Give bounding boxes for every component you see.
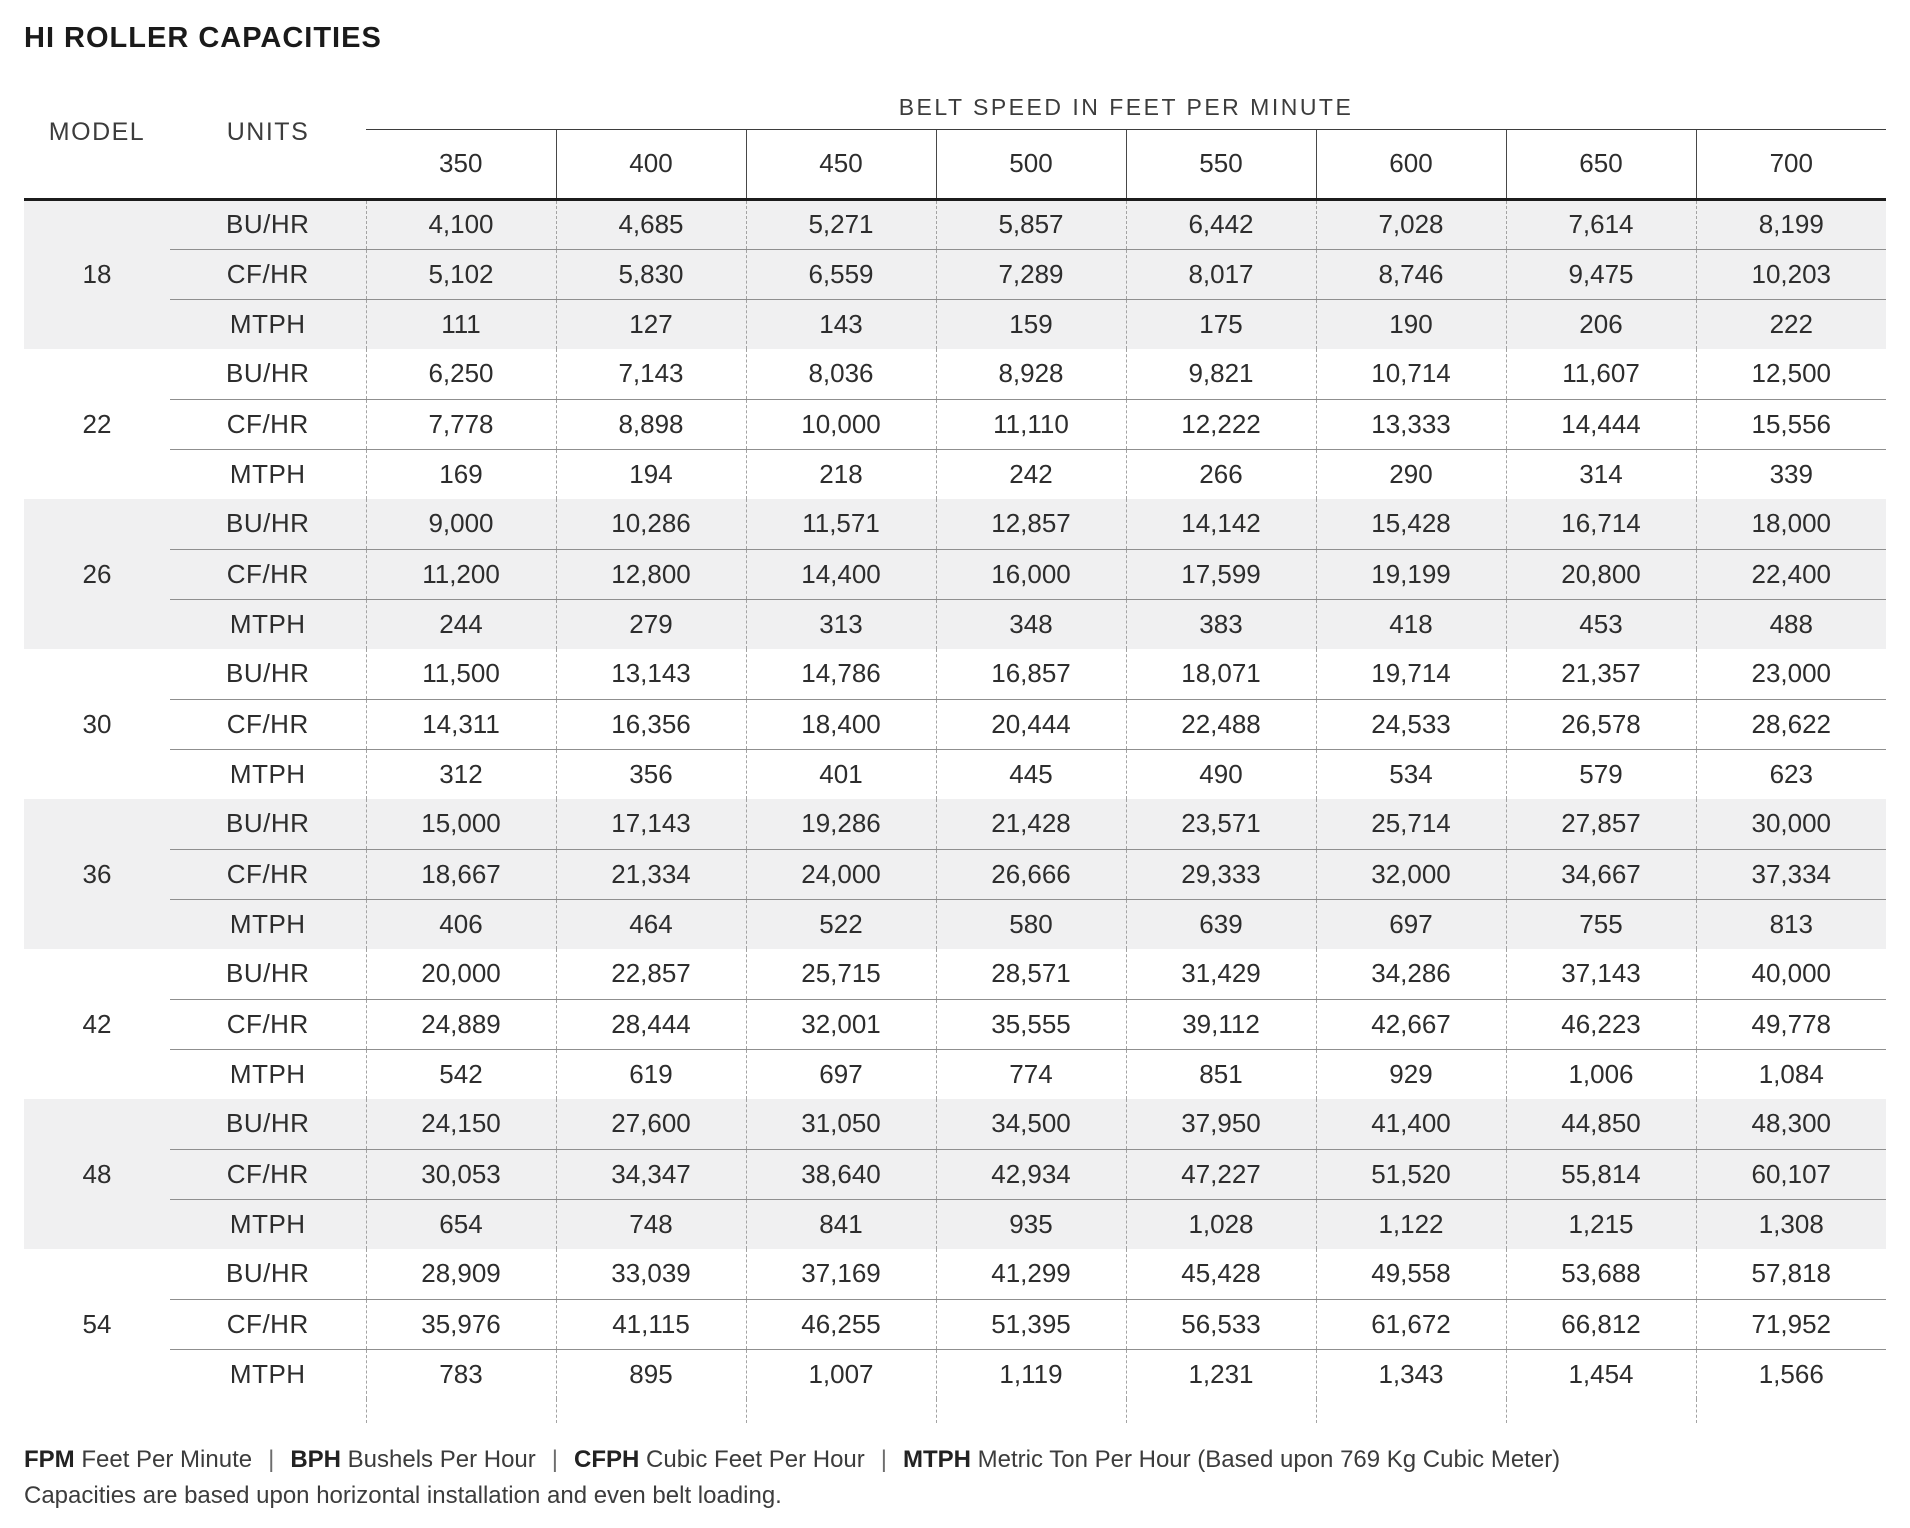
capacity-value-cell: 14,311 [366, 699, 556, 749]
capacity-value-cell: 12,800 [556, 549, 746, 599]
capacity-value-cell: 143 [746, 299, 936, 349]
capacity-value-cell: 10,000 [746, 399, 936, 449]
capacity-table-body [24, 199, 1886, 1423]
capacity-value-cell: 47,227 [1126, 1149, 1316, 1199]
capacity-value-cell: 813 [1696, 899, 1886, 949]
capacity-value-cell: 34,667 [1506, 849, 1696, 899]
capacity-value-cell: 8,898 [556, 399, 746, 449]
capacity-value-cell: 46,223 [1506, 999, 1696, 1049]
capacity-value-cell: 24,533 [1316, 699, 1506, 749]
speed-column-header: 400 [556, 129, 746, 199]
capacity-value-cell: 851 [1126, 1049, 1316, 1099]
capacity-value-cell: 40,000 [1696, 949, 1886, 999]
capacity-value-cell: 5,102 [366, 249, 556, 299]
capacity-value-cell: 7,289 [936, 249, 1126, 299]
model-cell: 48 [82, 1158, 112, 1189]
legend-label: Metric Ton Per Hour (Based upon 769 Kg Cubic Meter) [971, 1446, 1561, 1473]
unit-label-cell: MTPH [170, 299, 366, 349]
capacity-value-cell: 33,039 [556, 1249, 746, 1299]
capacity-value-cell: 10,203 [1696, 249, 1886, 299]
capacity-value-cell: 27,857 [1506, 799, 1696, 849]
legend-separator: | [551, 1446, 558, 1473]
capacity-value-cell: 20,800 [1506, 549, 1696, 599]
capacity-value-cell: 19,199 [1316, 549, 1506, 599]
capacity-value-cell: 783 [366, 1349, 556, 1399]
unit-label-cell: BU/HR [226, 958, 310, 989]
capacity-value-cell: 9,475 [1506, 249, 1696, 299]
capacity-row [24, 499, 1886, 549]
capacity-value-cell: 6,250 [366, 349, 556, 399]
capacity-value-cell: 406 [366, 899, 556, 949]
capacity-value-cell: 18,400 [746, 699, 936, 749]
speed-column-header: 550 [1126, 129, 1316, 199]
capacity-value-cell: 8,017 [1126, 249, 1316, 299]
header-top-row [24, 67, 1886, 129]
capacity-value-cell: 12,500 [1696, 349, 1886, 399]
capacity-value-cell: 356 [556, 749, 746, 799]
capacity-value-cell: 9,821 [1126, 349, 1316, 399]
capacity-value-cell: 18,667 [366, 849, 556, 899]
unit-label-cell: BU/HR [226, 1108, 310, 1139]
capacity-value-cell: 34,500 [936, 1099, 1126, 1149]
capacity-value-cell: 28,909 [366, 1249, 556, 1299]
capacity-value-cell: 41,299 [936, 1249, 1126, 1299]
capacity-value-cell: 6,442 [1126, 199, 1316, 249]
capacity-value-cell: 60,107 [1696, 1149, 1886, 1199]
capacity-value-cell: 46,255 [746, 1299, 936, 1349]
unit-label-cell: CF/HR [170, 399, 366, 449]
dash-runoff-row [24, 1399, 1886, 1423]
capacity-value-cell: 401 [746, 749, 936, 799]
capacity-value-cell: 12,222 [1126, 399, 1316, 449]
capacity-row [24, 299, 1886, 349]
unit-label-cell: MTPH [170, 1199, 366, 1249]
capacity-value-cell: 51,395 [936, 1299, 1126, 1349]
legend-label: Cubic Feet Per Hour [639, 1446, 865, 1473]
capacity-value-cell: 29,333 [1126, 849, 1316, 899]
capacity-value-cell: 16,714 [1506, 499, 1696, 549]
page-title: HI ROLLER CAPACITIES [24, 22, 382, 54]
capacity-value-cell: 12,857 [936, 499, 1126, 549]
capacity-value-cell: 580 [936, 899, 1126, 949]
capacity-value-cell: 242 [936, 449, 1126, 499]
capacity-value-cell: 17,599 [1126, 549, 1316, 599]
capacity-value-cell: 32,001 [746, 999, 936, 1049]
capacity-value-cell: 25,714 [1316, 799, 1506, 849]
capacity-value-cell: 194 [556, 449, 746, 499]
capacity-value-cell: 26,578 [1506, 699, 1696, 749]
capacity-value-cell: 619 [556, 1049, 746, 1099]
capacity-value-cell: 23,571 [1126, 799, 1316, 849]
capacity-value-cell: 748 [556, 1199, 746, 1249]
capacity-value-cell: 190 [1316, 299, 1506, 349]
capacity-value-cell: 56,533 [1126, 1299, 1316, 1349]
legend-abbr: MTPH [903, 1446, 971, 1473]
capacity-row [24, 949, 1886, 999]
capacity-value-cell: 30,000 [1696, 799, 1886, 849]
capacity-value-cell: 127 [556, 299, 746, 349]
capacity-value-cell: 13,143 [556, 649, 746, 699]
unit-label-cell: BU/HR [226, 658, 310, 689]
capacity-value-cell: 42,667 [1316, 999, 1506, 1049]
capacity-row [24, 749, 1886, 799]
capacity-value-cell: 48,300 [1696, 1099, 1886, 1149]
capacity-value-cell: 935 [936, 1199, 1126, 1249]
unit-label-cell: BU/HR [226, 358, 310, 389]
capacity-value-cell: 10,286 [556, 499, 746, 549]
capacity-value-cell: 18,071 [1126, 649, 1316, 699]
capacity-value-cell: 8,199 [1696, 199, 1886, 249]
capacity-value-cell: 348 [936, 599, 1126, 649]
capacity-value-cell: 25,715 [746, 949, 936, 999]
capacity-value-cell: 159 [936, 299, 1126, 349]
capacity-value-cell: 20,444 [936, 699, 1126, 749]
capacity-value-cell: 55,814 [1506, 1149, 1696, 1199]
unit-label-cell: CF/HR [170, 699, 366, 749]
capacity-value-cell: 1,215 [1506, 1199, 1696, 1249]
unit-label-cell: BU/HR [170, 199, 366, 249]
unit-label-cell: MTPH [170, 749, 366, 799]
model-cell: 30 [82, 708, 112, 739]
capacity-value-cell: 774 [936, 1049, 1126, 1099]
legend-separator: | [268, 1446, 275, 1473]
capacity-value-cell: 11,571 [746, 499, 936, 549]
capacity-value-cell: 71,952 [1696, 1299, 1886, 1349]
capacity-value-cell: 21,428 [936, 799, 1126, 849]
capacity-value-cell: 44,850 [1506, 1099, 1696, 1149]
capacity-value-cell: 579 [1506, 749, 1696, 799]
capacity-value-cell: 11,200 [366, 549, 556, 599]
capacity-value-cell: 24,150 [366, 1099, 556, 1149]
capacity-value-cell: 490 [1126, 749, 1316, 799]
capacity-value-cell: 45,428 [1126, 1249, 1316, 1299]
unit-label-cell: MTPH [170, 1349, 366, 1399]
capacity-value-cell: 697 [746, 1049, 936, 1099]
capacity-value-cell: 488 [1696, 599, 1886, 649]
capacity-value-cell: 10,714 [1316, 349, 1506, 399]
capacity-row [24, 1049, 1886, 1099]
capacity-value-cell: 42,934 [936, 1149, 1126, 1199]
capacity-value-cell: 37,169 [746, 1249, 936, 1299]
capacity-row [24, 549, 1886, 599]
capacity-value-cell: 22,857 [556, 949, 746, 999]
speed-column-header: 450 [746, 129, 936, 199]
capacity-value-cell: 697 [1316, 899, 1506, 949]
capacity-row [24, 1199, 1886, 1249]
capacity-value-cell: 16,000 [936, 549, 1126, 599]
capacity-value-cell: 218 [746, 449, 936, 499]
capacity-value-cell: 1,308 [1696, 1199, 1886, 1249]
capacity-value-cell: 37,950 [1126, 1099, 1316, 1149]
capacity-value-cell: 21,357 [1506, 649, 1696, 699]
unit-label-cell: BU/HR [226, 508, 310, 539]
capacity-value-cell: 14,142 [1126, 499, 1316, 549]
footer-legend [24, 1443, 1886, 1477]
capacity-value-cell: 5,830 [556, 249, 746, 299]
capacity-value-cell: 1,454 [1506, 1349, 1696, 1399]
capacity-value-cell: 14,786 [746, 649, 936, 699]
capacity-value-cell: 51,520 [1316, 1149, 1506, 1199]
model-cell: 36 [82, 858, 112, 889]
model-cell: 22 [82, 408, 112, 439]
capacity-row [24, 199, 1886, 249]
capacity-value-cell: 464 [556, 899, 746, 949]
footer [24, 1443, 1886, 1513]
capacity-value-cell: 1,566 [1696, 1349, 1886, 1399]
capacity-value-cell: 542 [366, 1049, 556, 1099]
footer-note: Capacities are based upon horizontal installation and even belt loading. [24, 1482, 782, 1509]
capacity-value-cell: 13,333 [1316, 399, 1506, 449]
unit-label-cell: CF/HR [170, 549, 366, 599]
capacity-row [24, 1349, 1886, 1399]
capacity-value-cell: 9,000 [366, 499, 556, 549]
capacity-row [24, 999, 1886, 1049]
hi-roller-capacities-table [24, 67, 1886, 1423]
capacity-value-cell: 639 [1126, 899, 1316, 949]
speed-column-header: 600 [1316, 129, 1506, 199]
capacity-value-cell: 266 [1126, 449, 1316, 499]
capacity-value-cell: 1,122 [1316, 1199, 1506, 1249]
capacity-value-cell: 522 [746, 899, 936, 949]
capacity-value-cell: 623 [1696, 749, 1886, 799]
capacity-value-cell: 314 [1506, 449, 1696, 499]
capacity-value-cell: 53,688 [1506, 1249, 1696, 1299]
unit-label-cell: CF/HR [170, 849, 366, 899]
capacity-value-cell: 7,028 [1316, 199, 1506, 249]
capacity-value-cell: 5,857 [936, 199, 1126, 249]
capacity-value-cell: 15,000 [366, 799, 556, 849]
capacity-value-cell: 30,053 [366, 1149, 556, 1199]
capacity-value-cell: 19,286 [746, 799, 936, 849]
capacity-value-cell: 453 [1506, 599, 1696, 649]
capacity-value-cell: 8,928 [936, 349, 1126, 399]
speed-column-header: 350 [439, 148, 483, 178]
capacity-row [24, 699, 1886, 749]
capacity-value-cell: 312 [366, 749, 556, 799]
capacity-value-cell: 18,000 [1696, 499, 1886, 549]
capacity-value-cell: 1,028 [1126, 1199, 1316, 1249]
capacity-value-cell: 383 [1126, 599, 1316, 649]
capacity-value-cell: 1,343 [1316, 1349, 1506, 1399]
capacity-value-cell: 929 [1316, 1049, 1506, 1099]
capacity-value-cell: 206 [1506, 299, 1696, 349]
unit-label-cell: CF/HR [170, 249, 366, 299]
capacity-value-cell: 895 [556, 1349, 746, 1399]
unit-label-cell: MTPH [170, 599, 366, 649]
units-column-header: UNITS [226, 117, 310, 146]
capacity-value-cell: 15,428 [1316, 499, 1506, 549]
capacity-value-cell: 31,050 [746, 1099, 936, 1149]
capacity-value-cell: 28,571 [936, 949, 1126, 999]
capacity-value-cell: 57,818 [1696, 1249, 1886, 1299]
capacity-value-cell: 28,444 [556, 999, 746, 1049]
unit-label-cell: BU/HR [226, 808, 310, 839]
capacity-value-cell: 16,356 [556, 699, 746, 749]
capacity-value-cell: 755 [1506, 899, 1696, 949]
capacity-row [24, 599, 1886, 649]
legend-abbr: CFPH [574, 1446, 640, 1473]
capacity-value-cell: 1,006 [1506, 1049, 1696, 1099]
legend-label: Bushels Per Hour [341, 1446, 536, 1473]
capacity-value-cell: 14,400 [746, 549, 936, 599]
capacity-value-cell: 1,084 [1696, 1049, 1886, 1099]
capacity-row [24, 249, 1886, 299]
capacity-value-cell: 290 [1316, 449, 1506, 499]
capacity-value-cell: 175 [1126, 299, 1316, 349]
capacity-value-cell: 37,334 [1696, 849, 1886, 899]
capacity-value-cell: 4,100 [366, 199, 556, 249]
belt-speed-header: BELT SPEED IN FEET PER MINUTE [366, 67, 1886, 129]
legend-separator: | [880, 1446, 887, 1473]
capacity-value-cell: 8,036 [746, 349, 936, 399]
capacity-value-cell: 49,778 [1696, 999, 1886, 1049]
capacity-value-cell: 22,488 [1126, 699, 1316, 749]
capacity-value-cell: 35,555 [936, 999, 1126, 1049]
unit-label-cell: BU/HR [226, 1258, 310, 1289]
capacity-value-cell: 23,000 [1696, 649, 1886, 699]
capacity-value-cell: 39,112 [1126, 999, 1316, 1049]
capacity-value-cell: 339 [1696, 449, 1886, 499]
capacity-value-cell: 49,558 [1316, 1249, 1506, 1299]
capacity-row [24, 1249, 1886, 1299]
capacity-value-cell: 8,746 [1316, 249, 1506, 299]
capacity-value-cell: 16,857 [936, 649, 1126, 699]
capacity-value-cell: 24,889 [366, 999, 556, 1049]
capacity-value-cell: 37,143 [1506, 949, 1696, 999]
legend-label: Feet Per Minute [74, 1446, 253, 1473]
capacity-row [24, 1299, 1886, 1349]
capacity-value-cell: 35,976 [366, 1299, 556, 1349]
capacity-value-cell: 14,444 [1506, 399, 1696, 449]
capacity-value-cell: 445 [936, 749, 1126, 799]
capacity-value-cell: 11,500 [366, 649, 556, 699]
capacity-row [24, 1099, 1886, 1149]
capacity-value-cell: 4,685 [556, 199, 746, 249]
capacity-value-cell: 1,007 [746, 1349, 936, 1399]
unit-label-cell: CF/HR [170, 999, 366, 1049]
capacity-value-cell: 32,000 [1316, 849, 1506, 899]
capacity-value-cell: 28,622 [1696, 699, 1886, 749]
capacity-value-cell: 17,143 [556, 799, 746, 849]
capacity-row [24, 899, 1886, 949]
capacity-value-cell: 11,110 [936, 399, 1126, 449]
capacity-value-cell: 20,000 [366, 949, 556, 999]
capacity-value-cell: 169 [366, 449, 556, 499]
capacity-value-cell: 6,559 [746, 249, 936, 299]
capacity-value-cell: 38,640 [746, 1149, 936, 1199]
capacity-value-cell: 34,286 [1316, 949, 1506, 999]
legend-abbr: FPM [24, 1446, 75, 1473]
capacity-row [24, 399, 1886, 449]
capacity-value-cell: 21,334 [556, 849, 746, 899]
capacity-value-cell: 24,000 [746, 849, 936, 899]
table-header [24, 67, 1886, 199]
capacity-value-cell: 41,400 [1316, 1099, 1506, 1149]
speed-column-header: 500 [936, 129, 1126, 199]
capacity-value-cell: 7,143 [556, 349, 746, 399]
capacity-value-cell: 1,231 [1126, 1349, 1316, 1399]
capacity-value-cell: 27,600 [556, 1099, 746, 1149]
capacity-row [24, 1149, 1886, 1199]
capacity-value-cell: 41,115 [556, 1299, 746, 1349]
capacity-row [24, 799, 1886, 849]
capacity-value-cell: 7,778 [366, 399, 556, 449]
model-cell: 42 [82, 1008, 112, 1039]
capacity-value-cell: 11,607 [1506, 349, 1696, 399]
capacity-value-cell: 244 [366, 599, 556, 649]
capacity-value-cell: 66,812 [1506, 1299, 1696, 1349]
model-cell: 18 [24, 199, 170, 349]
unit-label-cell: MTPH [170, 899, 366, 949]
capacity-value-cell: 418 [1316, 599, 1506, 649]
capacity-row [24, 849, 1886, 899]
capacity-value-cell: 111 [366, 299, 556, 349]
capacity-value-cell: 654 [366, 1199, 556, 1249]
model-column-header: MODEL [48, 117, 146, 146]
unit-label-cell: CF/HR [170, 1149, 366, 1199]
capacity-value-cell: 31,429 [1126, 949, 1316, 999]
capacity-value-cell: 34,347 [556, 1149, 746, 1199]
speed-column-header: 650 [1506, 129, 1696, 199]
unit-label-cell: MTPH [170, 1049, 366, 1099]
capacity-value-cell: 222 [1696, 299, 1886, 349]
capacity-value-cell: 61,672 [1316, 1299, 1506, 1349]
capacity-row [24, 649, 1886, 699]
capacity-value-cell: 7,614 [1506, 199, 1696, 249]
model-cell: 26 [82, 558, 112, 589]
capacity-value-cell: 22,400 [1696, 549, 1886, 599]
capacity-value-cell: 26,666 [936, 849, 1126, 899]
unit-label-cell: CF/HR [170, 1299, 366, 1349]
capacity-value-cell: 279 [556, 599, 746, 649]
capacity-value-cell: 313 [746, 599, 936, 649]
capacity-row [24, 449, 1886, 499]
capacity-value-cell: 5,271 [746, 199, 936, 249]
capacity-value-cell: 841 [746, 1199, 936, 1249]
capacity-value-cell: 534 [1316, 749, 1506, 799]
capacity-value-cell: 15,556 [1696, 399, 1886, 449]
capacity-row [24, 349, 1886, 399]
legend-abbr: BPH [290, 1446, 341, 1473]
speed-column-header: 700 [1696, 129, 1886, 199]
capacity-value-cell: 1,119 [936, 1349, 1126, 1399]
unit-label-cell: MTPH [170, 449, 366, 499]
capacity-value-cell: 19,714 [1316, 649, 1506, 699]
model-cell: 54 [82, 1308, 112, 1339]
